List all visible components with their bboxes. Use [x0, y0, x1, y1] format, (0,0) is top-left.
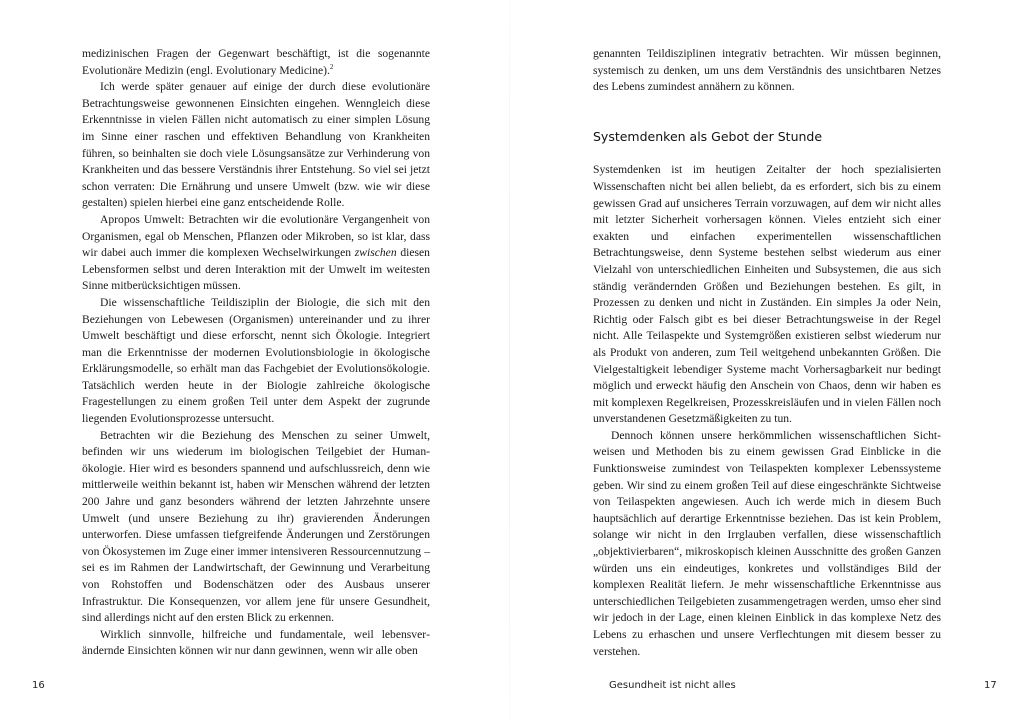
paragraph: Die wissenschaftliche Teildisziplin der Biologie, die sich mit den Beziehungen von Lebewesen (Organismen) untereinander und zu ihrer Umwelt beschäftigt und diese erforscht, nennt sich Ökologie. Integriert man die Erkenntnisse der modernen Evolutionsbiologie in ökologische Erklärungsmodelle, so erhält man das Fachgebiet der Evolutionsökologie. Tatsächlich werden heute in der Biologie zahlreiche ökologische Fragestellungen zu einem großen Teil unter dem Aspekt der zugrunde liegenden Evolutionsprozesse untersucht.	[82, 295, 430, 426]
right-text-column	[593, 46, 941, 660]
emphasis: zwischen	[354, 246, 397, 260]
paragraph: Betrachten wir die Beziehung des Menschen zu seiner Umwelt, befinden wir uns wiederum im biologischen Teilgebiet der Humanökologie. Hier wird es besonders spannend und aufschlussreich, denn wie mittlerweile weithin bekannt ist, haben wir Menschen während der letzten 200 Jahre und ganz besonders während der letzten Jahrzehnte unsere Umwelt (und unsere Beziehung zu ihr) gravierenden Änderungen unterworfen. Diese umfassen tiefgreifende Änderungen und Zerstörungen von Ökosystemen im Zuge einer immer intensiveren Ressourcennutzung – sei es im Rahmen der Landwirtschaft, der Gewinnung und Verarbeitung von Rohstoffen und Bodenschätzen oder des Ausbaus unserer Infrastruktur. Die Konsequenzen, vor allem jene für unsere Gesundheit, sind allerdings nicht auf den ersten Blick zu erkennen.	[82, 428, 430, 625]
paragraph: genannten Teildisziplinen integrativ betrachten. Wir müssen beginnen, systemisch zu denken, um uns dem Verständnis des unsichtbaren Netzes des Lebens zumindest annähern zu können.	[593, 47, 941, 94]
running-title: Gesundheit ist nicht alles	[609, 680, 736, 691]
right-page	[510, 0, 1020, 720]
paragraph: Dennoch können unsere herkömmlichen wissenschaftlichen Sichtweisen und Methoden bis zu einem gewissen Grad Einblicke in die Funktionsweise zumindest von Teilaspekten komplexer Lebenssysteme geben. Wir sind zu einem großen Teil auf diese eingeschränkte Sichtweise von Teilaspekten angewiesen. Auch ich werde mich in diesem Buch hauptsächlich auf derartige Erkenntnisse beziehen. Das ist kein Problem, solange wir nicht in den Irrglauben verfallen, diese wissenschaftlich „objektivierbaren“, mikroskopisch kleinen Ausschnitte des großen Ganzen würden uns ein eindeutiges, konkretes und vollständiges Bild der komplexen Realität liefern. Je mehr wissenschaftliche Erkenntnisse aus unterschiedlichen Teilgebieten zusammengetragen werden, umso eher sind wir jedoch in der Lage, einen kleinen Einblick in das komplexe Netz des Lebens zu erhaschen und unsere Verflechtungen mit diesem besser zu verstehen.	[593, 428, 941, 658]
paragraph: Systemdenken ist im heutigen Zeitalter der hoch spezialisierten Wissenschaften nicht bei allen beliebt, da es erfordert, sich bis zu einem gewissen Grad auf unsicheres Terrain vorzuwagen, auf dem wir nicht alles mit letzter Sicherheit vorhersagen können. Vieles entzieht sich einer exakten und einfachen experimentellen wissenschaftlichen Betrachtungsweise, denn Systeme bestehen selbst wiederum aus einer Vielzahl von unterschiedlichen Einheiten und Subsystemen, die aus sich ständig verändernden Größen und Beziehungen bestehen. Es gilt, in Prozessen zu denken und nicht in Zuständen. Ein simples Ja oder Nein, Richtig oder Falsch gibt es bei dieser Betrachtungsweise in der Regel nicht. Alle Teilaspekte und Systemgrößen existieren selbst wiederum nur als Produkt von anderen, zum Teil weitgehend unbekannten Größen. Die Vielgestaltigkeit lebendiger Systeme macht Vorhersagbarkeit nur bedingt möglich und erweckt häufig den Anschein von Chaos, denn wir haben es mit komplexen Regelkreisen, Prozesskreisläufen und in vielen Fällen noch unverstandenen Gesetzmäßigkeiten zu tun.	[593, 163, 941, 426]
paragraph: Apropos Umwelt: Betrachten wir die evolutionäre Vergangenheit von Organismen, egal ob Menschen, Pflanzen oder Mikroben, so ist klar, dass wir dabei auch immer die komplexen Wechselwirkungen zwischen diesen Lebensformen selbst und deren Interaktion mit der Umwelt im weitesten Sinne mitberücksichtigen müssen.	[82, 212, 430, 293]
page-number-right: 17	[984, 680, 997, 691]
page-number-left: 16	[32, 680, 45, 691]
left-text-column	[82, 46, 430, 660]
paragraph: medizinischen Fragen der Gegenwart beschäftigt, ist die sogenannte Evolutionäre Medizin (engl. Evolutionary Medicine).$^2$	[82, 47, 430, 77]
footnote-marker[interactable]: 2	[329, 62, 334, 71]
section-heading: Systemdenken als Gebot der Stunde	[593, 128, 823, 144]
paragraph: Ich werde später genauer auf einige der durch diese evolutionäre Betrachtungsweise gewonnenen Einsichten eingehen. Wenngleich diese Erkenntnisse in vielen Fällen nicht automatisch zu einer simplen Lösung im Sinne einer raschen und effektiven Behandlung von Krankheiten führen, so beinhalten sie doch viele Lösungsansätze zur Verhinderung von Krankheiten und das bessere Verständnis ihrer Entstehung. So viel sei jetzt schon verraten: Die Ernährung und unsere Umwelt (bzw. wie wir diese gestalten) spielen hierbei eine ganz entscheidende Rolle.	[82, 80, 430, 210]
paragraph: Wirklich sinnvolle, hilfreiche und fundamentale, weil lebensverändernde Einsichten können wir nur dann gewinnen, wenn wir alle oben	[82, 627, 430, 658]
